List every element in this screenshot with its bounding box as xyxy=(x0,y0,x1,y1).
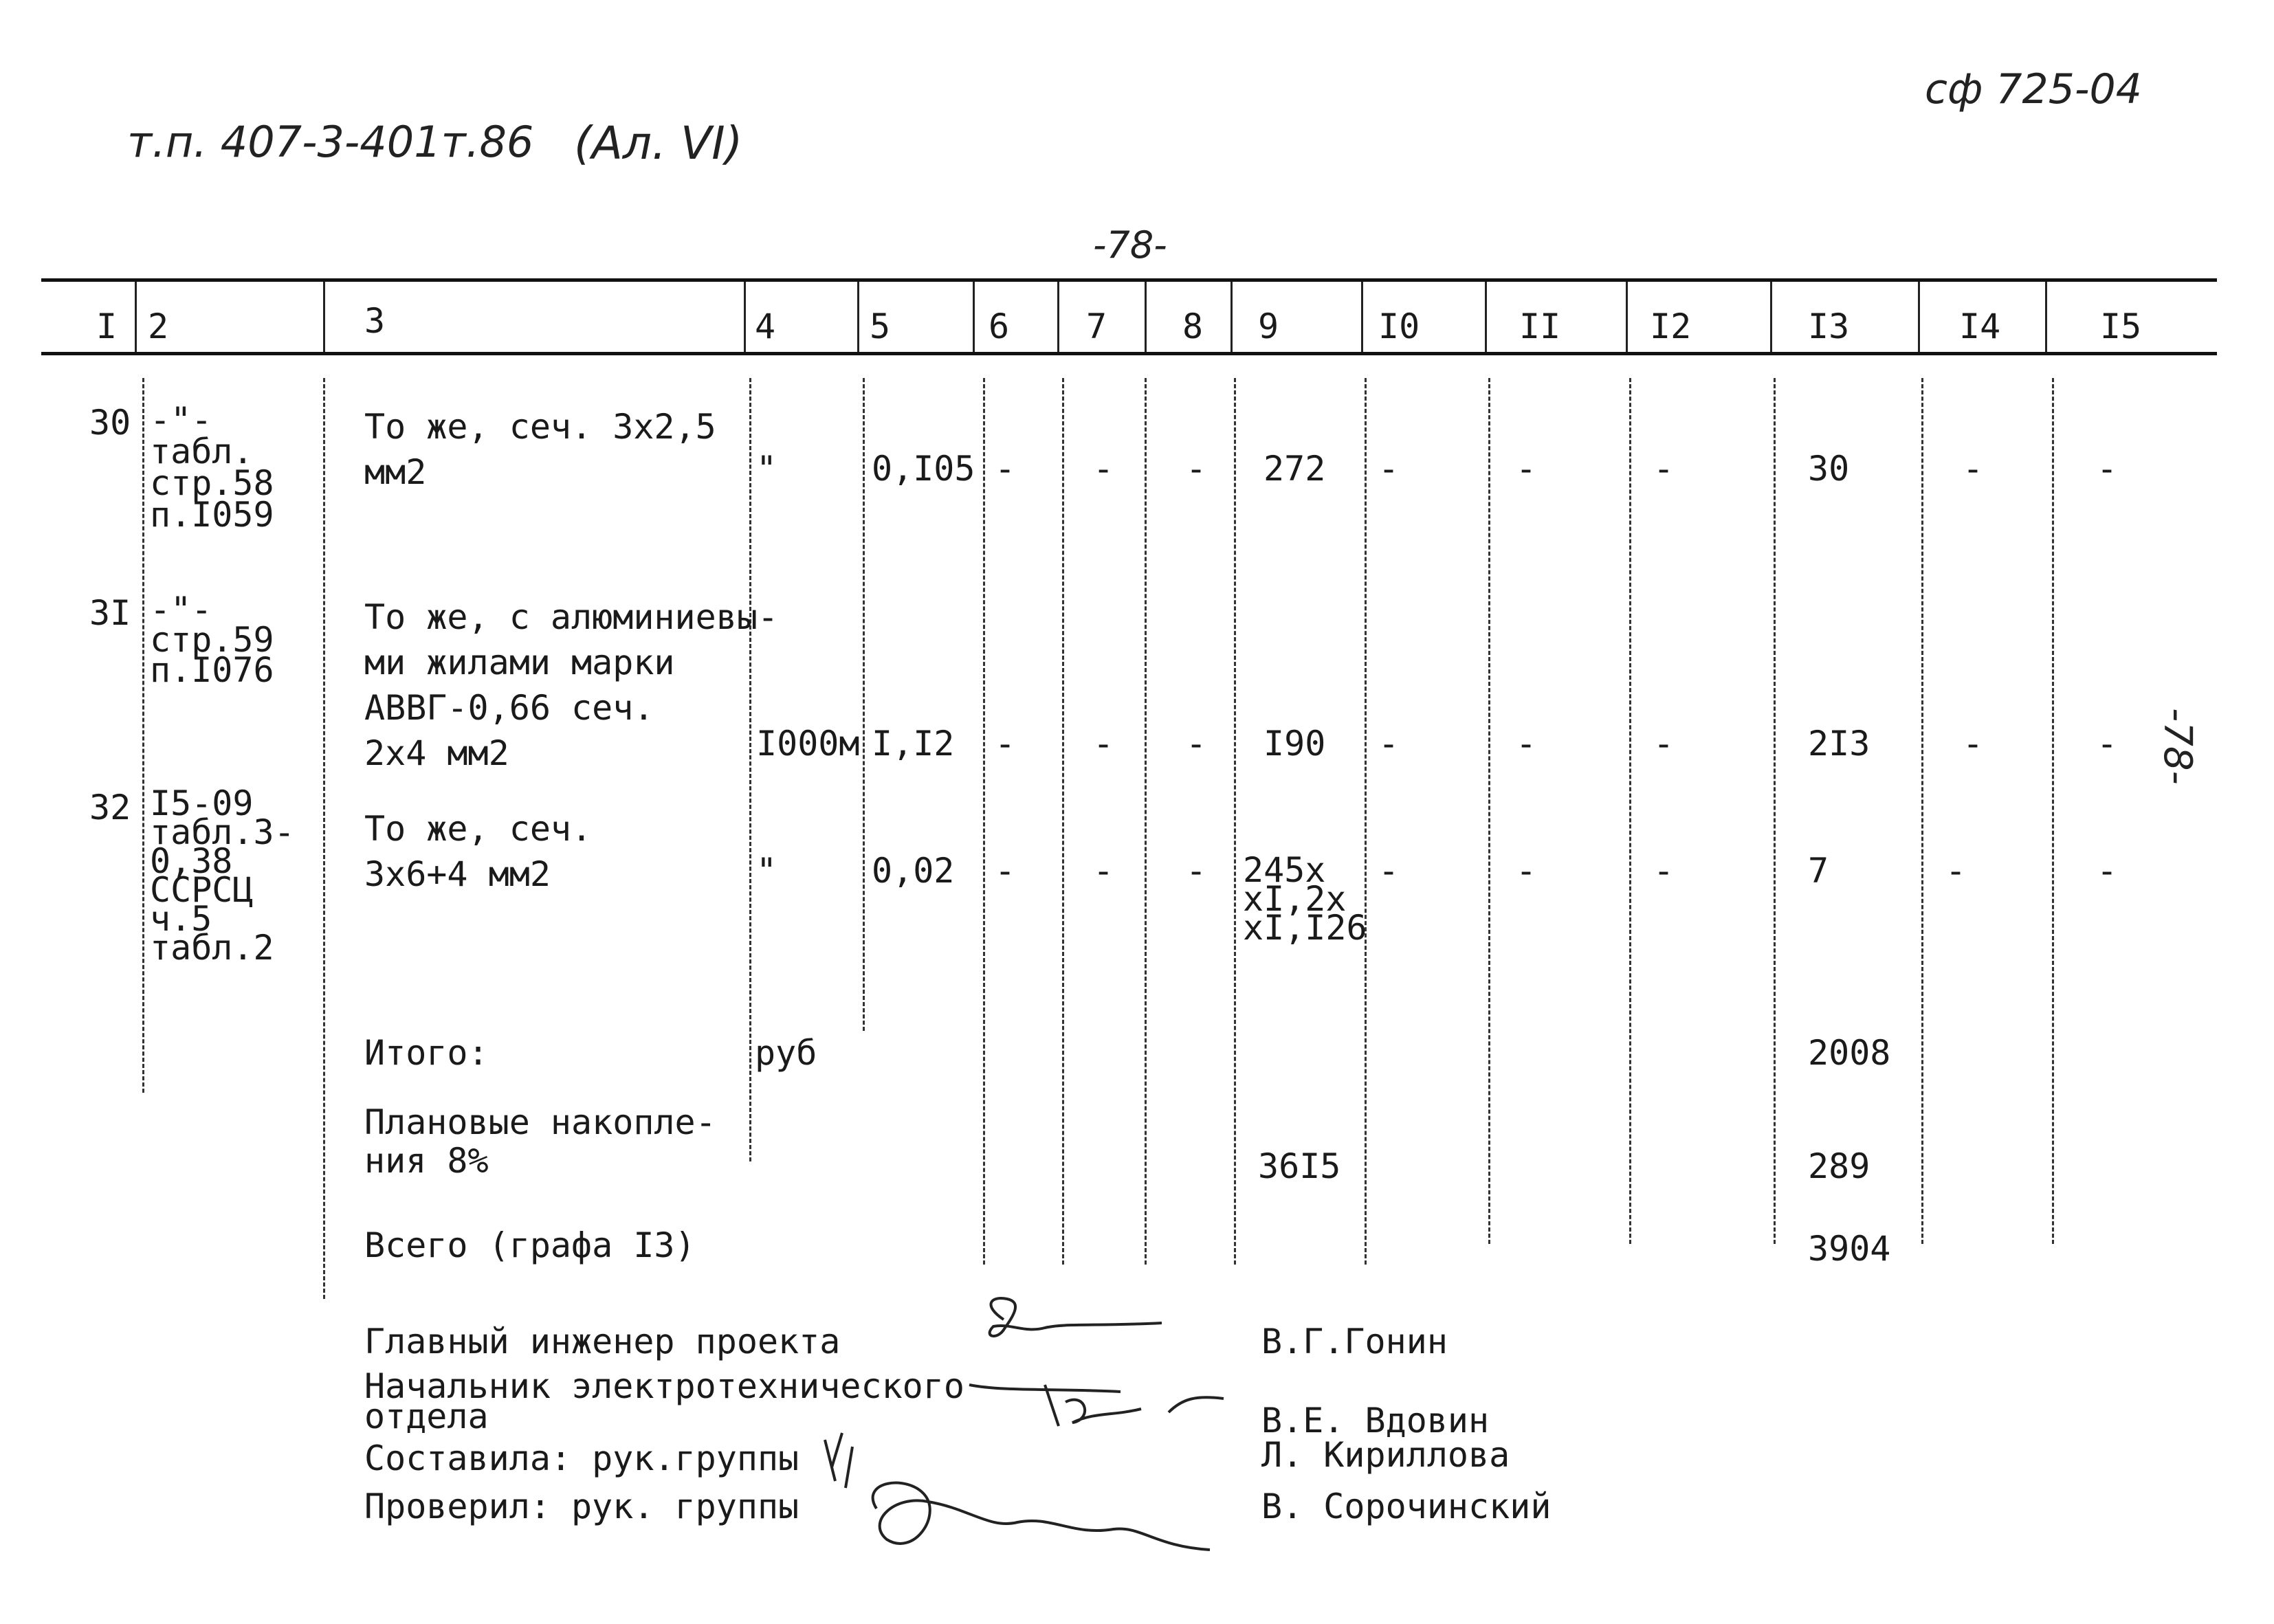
handwritten-signature xyxy=(956,1292,1244,1375)
col9-value: I90 xyxy=(1263,724,1326,764)
col8-value: - xyxy=(1186,851,1207,891)
quantity: 0,I05 xyxy=(872,449,975,489)
quantity: 0,02 xyxy=(872,851,955,891)
signature-role: Главный инженер проекта xyxy=(364,1322,841,1361)
total-label: Всего (графа I3) xyxy=(364,1225,696,1265)
plan-value: 289 xyxy=(1808,1146,1870,1186)
sheet-code: сф 725-04 xyxy=(1925,65,2142,113)
signature-role: Проверил: рук. группы xyxy=(364,1487,799,1526)
col-header-4: 4 xyxy=(755,307,776,346)
col15-value: - xyxy=(2097,449,2118,489)
signature-name: В. Сорочинский xyxy=(1261,1487,1552,1526)
col10-value: - xyxy=(1378,851,1400,891)
col13-value: 30 xyxy=(1808,449,1850,489)
source-ref: I5-09 табл.3- 0,38 ССРСЦ ч.5 табл.2 xyxy=(150,783,295,968)
itogo-label: Итого: xyxy=(364,1033,489,1073)
side-page-number: -78- xyxy=(2155,708,2200,785)
source-ref: -"- табл. стр.58 п.I059 xyxy=(150,400,274,535)
album-number: (Ал. VI) xyxy=(574,117,743,170)
quantity: I,I2 xyxy=(872,724,955,764)
col6-value: - xyxy=(995,724,1016,764)
col-header-9: 9 xyxy=(1258,307,1279,346)
col14-value: - xyxy=(1963,724,1984,764)
unit: " xyxy=(756,851,777,891)
item-description: То же, с алюминиевы- ми жилами марки АВВГ-0,66 сеч. 2х4 мм2 xyxy=(364,597,779,773)
signature-name: Л. Кириллова xyxy=(1261,1435,1510,1475)
item-description: То же, сеч. 3х2,5 мм2 xyxy=(364,407,716,492)
col7-value: - xyxy=(1093,724,1114,764)
col-header-13: I3 xyxy=(1808,307,1850,346)
col-header-5: 5 xyxy=(870,307,891,346)
col11-value: - xyxy=(1516,851,1537,891)
col9-value: 245х хI,2х хI,I26 xyxy=(1243,850,1367,948)
col11-value: - xyxy=(1516,724,1537,764)
signature-role: Начальник электротехнического отдела xyxy=(364,1366,964,1436)
col-header-2: 2 xyxy=(148,307,169,346)
col15-value: - xyxy=(2097,851,2118,891)
signature-role: Составила: рук.группы xyxy=(364,1438,799,1478)
signature-name: В.Г.Гонин xyxy=(1261,1322,1448,1361)
col6-value: - xyxy=(995,851,1016,891)
col13-value: 7 xyxy=(1808,851,1829,891)
col-header-7: 7 xyxy=(1086,307,1107,346)
col14-value: - xyxy=(1945,851,1967,891)
signature-name: В.Е. Вдовин xyxy=(1261,1401,1490,1441)
page-number: -78- xyxy=(1093,223,1167,267)
table-top-rule xyxy=(41,278,2217,282)
col12-value: - xyxy=(1653,449,1675,489)
col9-value: 272 xyxy=(1263,449,1326,489)
col10-value: - xyxy=(1378,724,1400,764)
unit: I000м xyxy=(756,724,860,764)
col6-value: - xyxy=(995,449,1016,489)
col8-value: - xyxy=(1186,724,1207,764)
col-header-1: I xyxy=(96,307,118,346)
col11-value: - xyxy=(1516,449,1537,489)
col7-value: - xyxy=(1093,449,1114,489)
itogo-value: 2008 xyxy=(1808,1033,1891,1073)
col7-value: - xyxy=(1093,851,1114,891)
item-description: То же, сеч. 3х6+4 мм2 xyxy=(364,809,593,894)
plan-col9: 36I5 xyxy=(1258,1146,1341,1186)
col14-value: - xyxy=(1963,449,1984,489)
col12-value: - xyxy=(1653,851,1675,891)
col15-value: - xyxy=(2097,724,2118,764)
col-header-8: 8 xyxy=(1182,307,1204,346)
col-header-11: II xyxy=(1519,307,1561,346)
col13-value: 2I3 xyxy=(1808,724,1870,764)
row-number: 32 xyxy=(89,788,131,827)
itogo-unit: руб xyxy=(755,1033,817,1073)
col-header-15: I5 xyxy=(2100,307,2142,346)
col12-value: - xyxy=(1653,724,1675,764)
col-header-12: I2 xyxy=(1650,307,1692,346)
unit: " xyxy=(756,449,777,489)
total-value: 3904 xyxy=(1808,1229,1891,1269)
row-number: 30 xyxy=(89,403,131,443)
handwritten-signature xyxy=(811,1419,1224,1570)
col10-value: - xyxy=(1378,449,1400,489)
plan-label: Плановые накопле- ния 8% xyxy=(364,1102,716,1181)
col-header-14: I4 xyxy=(1959,307,2001,346)
header-bottom-rule xyxy=(41,352,2217,355)
row-number: 3I xyxy=(89,593,131,633)
col8-value: - xyxy=(1186,449,1207,489)
source-ref: -"- стр.59 п.I076 xyxy=(150,590,274,690)
col-header-6: 6 xyxy=(989,307,1010,346)
col-header-3: 3 xyxy=(364,301,386,341)
col-header-10: I0 xyxy=(1378,307,1420,346)
doc-code: т.п. 407-3-401т.86 xyxy=(127,117,534,167)
